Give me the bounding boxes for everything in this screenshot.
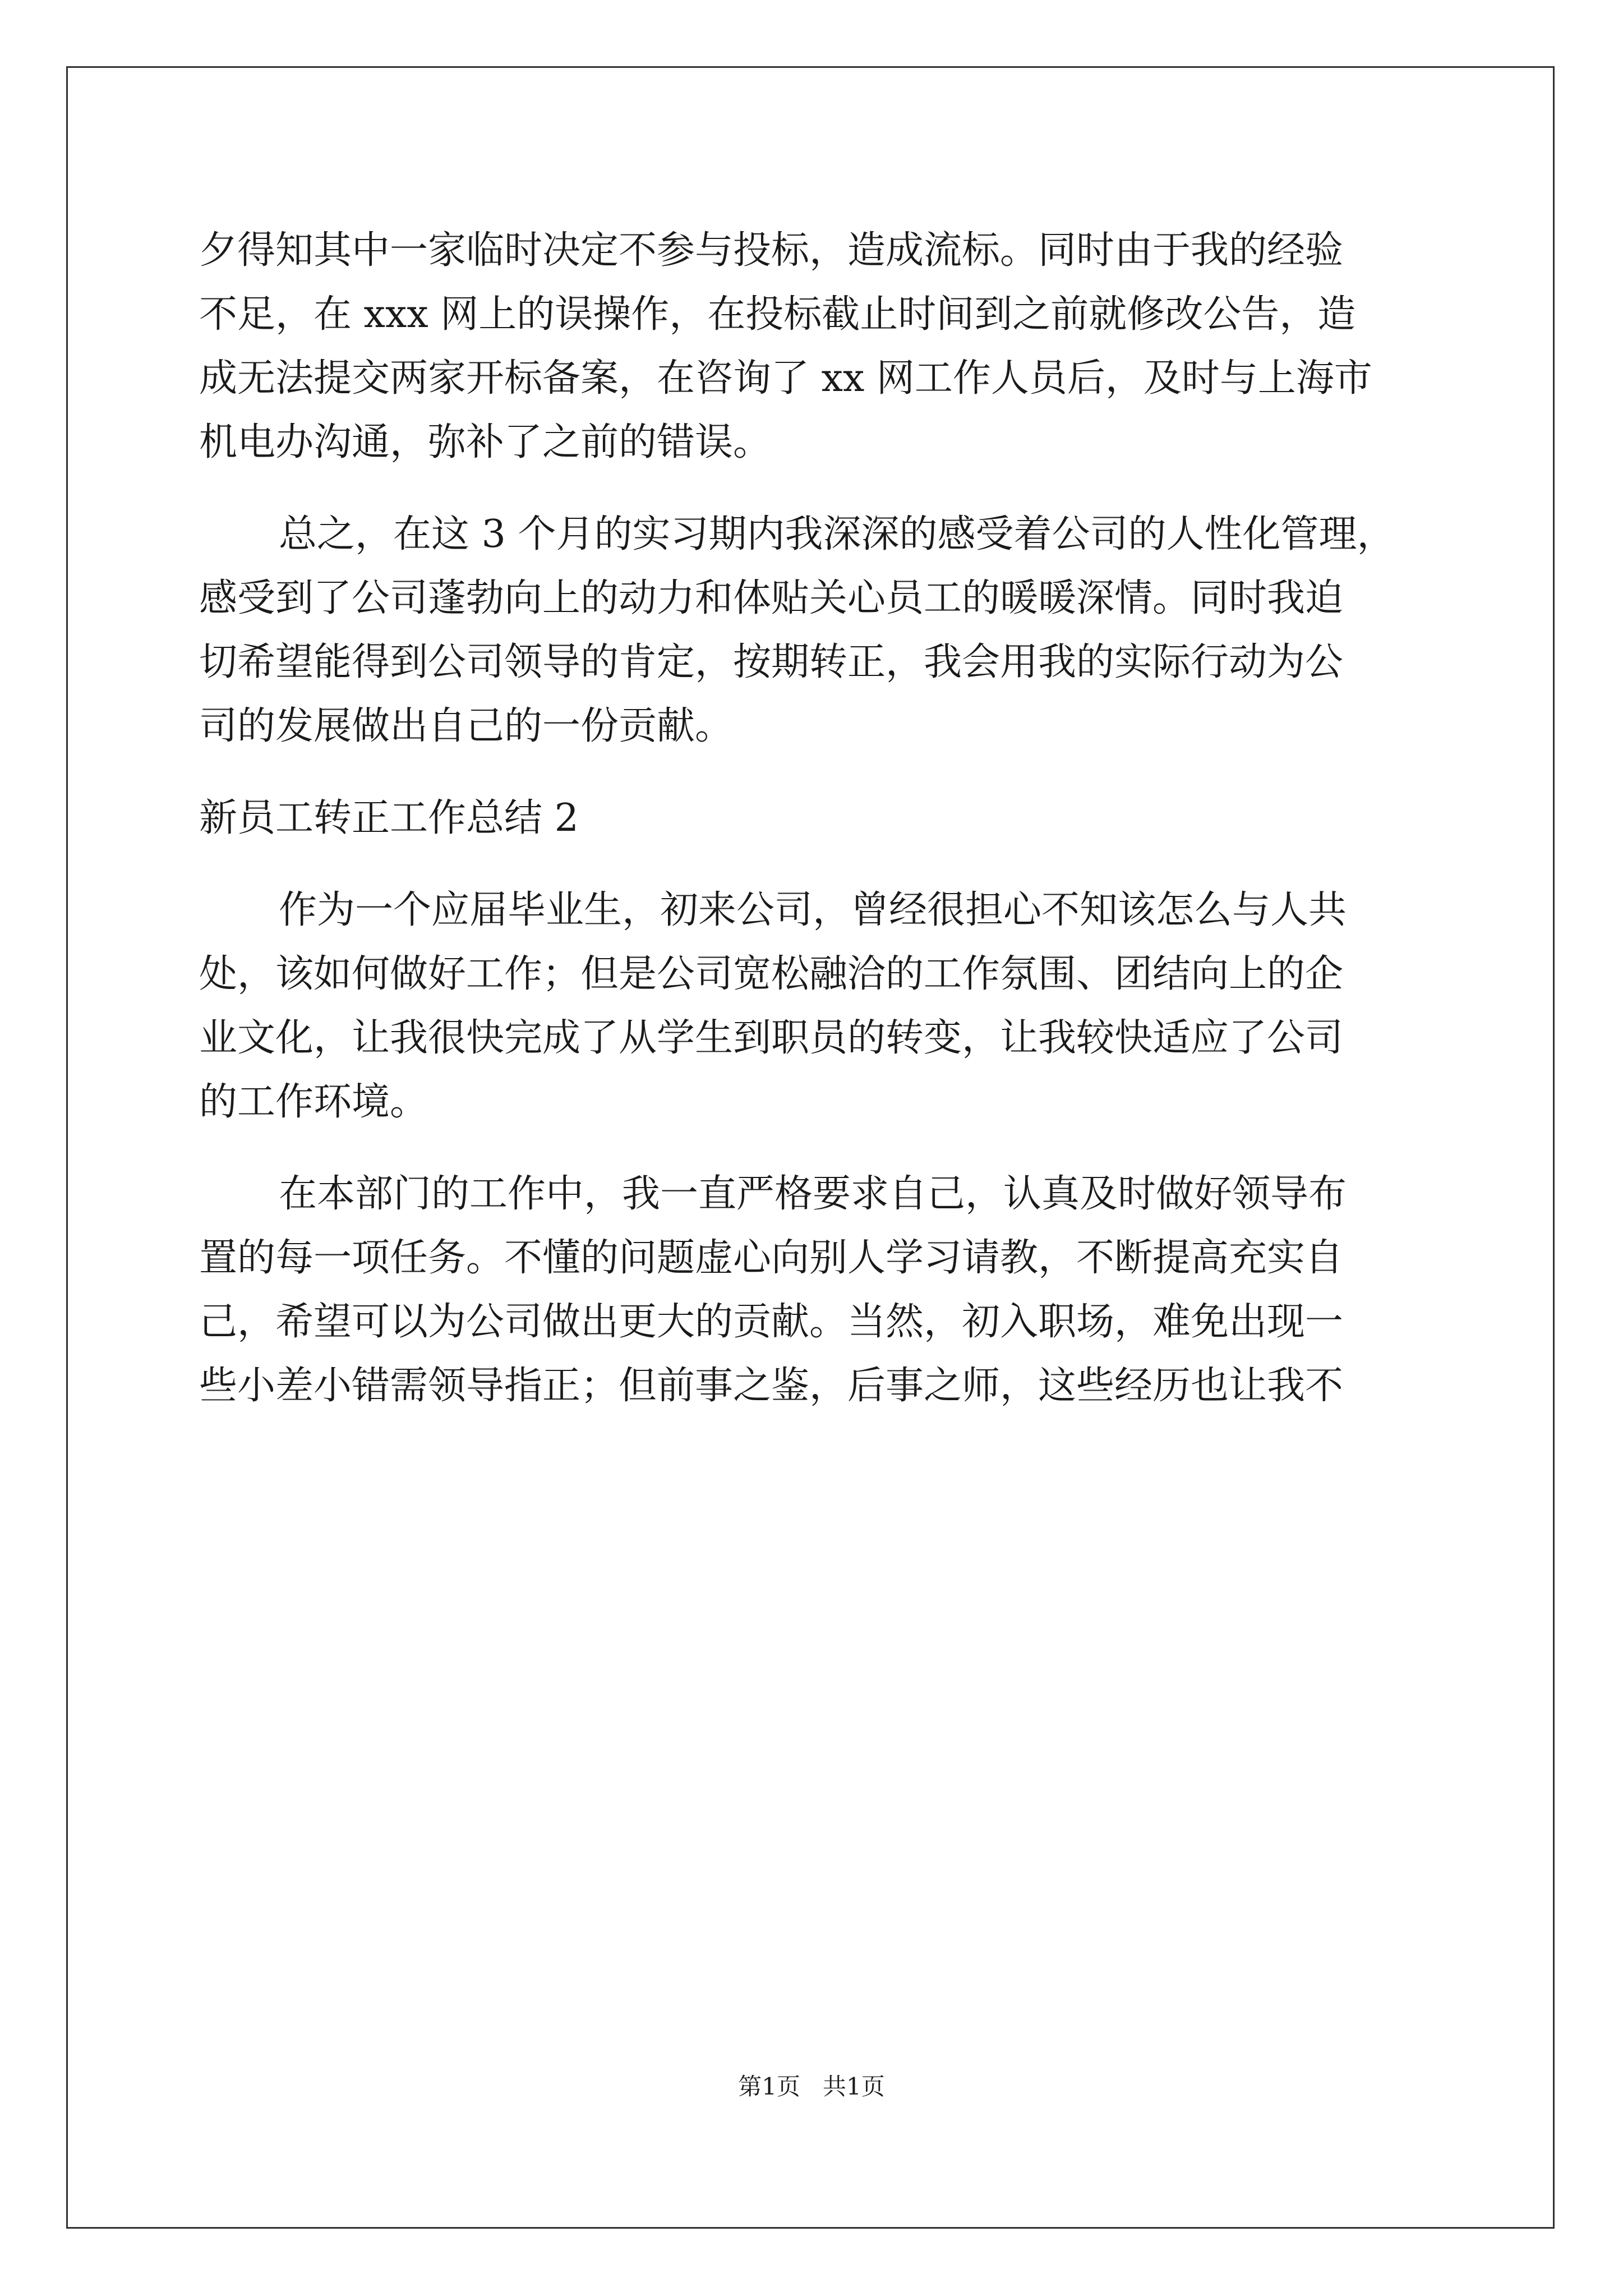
text-line: 置的每一项任务。不懂的问题虚心向别人学习请教，不断提高充实自 — [199, 1236, 1344, 1280]
page-footer: 第1页 共1页 — [738, 2073, 885, 2100]
text-line: 切希望能得到公司领导的肯定，按期转正，我会用我的实际行动为公 — [199, 640, 1344, 684]
text-line: 些小差小错需领导指正；但前事之鉴，后事之师，这些经历也让我不 — [199, 1364, 1344, 1408]
text-line: 的工作环境。 — [199, 1080, 428, 1124]
paragraph — [199, 219, 1433, 475]
text-line: 夕得知其中一家临时决定不参与投标，造成流标。同时由于我的经验 — [199, 228, 1344, 273]
paragraph — [199, 503, 1433, 758]
section-heading: 新员工转正工作总结 2 — [199, 796, 579, 840]
text-line: 处，该如何做好工作；但是公司宽松融洽的工作氛围、团结向上的企 — [199, 952, 1344, 996]
document-body — [199, 219, 1433, 1418]
text-line: 己，希望可以为公司做出更大的贡献。当然，初入职场，难免出现一 — [199, 1300, 1344, 1344]
text-line: 业文化，让我很快完成了从学生到职员的转变，让我较快适应了公司 — [199, 1016, 1344, 1060]
text-line: 司的发展做出自己的一份贡献。 — [199, 704, 734, 748]
text-line: 作为一个应届毕业生，初来公司，曾经很担心不知该怎么与人共 — [279, 888, 1347, 932]
text-line: 感受到了公司蓬勃向上的动力和体贴关心员工的暖暖深情。同时我迫 — [199, 576, 1344, 620]
text-line: 不足，在 xxx 网上的误操作，在投标截止时间到之前就修改公告，造 — [199, 292, 1356, 337]
text-line: 机电办沟通，弥补了之前的错误。 — [199, 420, 772, 464]
paragraph — [199, 1162, 1433, 1418]
text-line: 在本部门的工作中，我一直严格要求自己，认真及时做好领导布 — [279, 1172, 1347, 1216]
text-line: 总之，在这 3 个月的实习期内我深深的感受着公司的人性化管理， — [279, 512, 1395, 556]
text-line: 成无法提交两家开标备案，在咨询了 xx 网工作人员后，及时与上海市 — [199, 356, 1372, 401]
paragraph — [199, 878, 1433, 1134]
